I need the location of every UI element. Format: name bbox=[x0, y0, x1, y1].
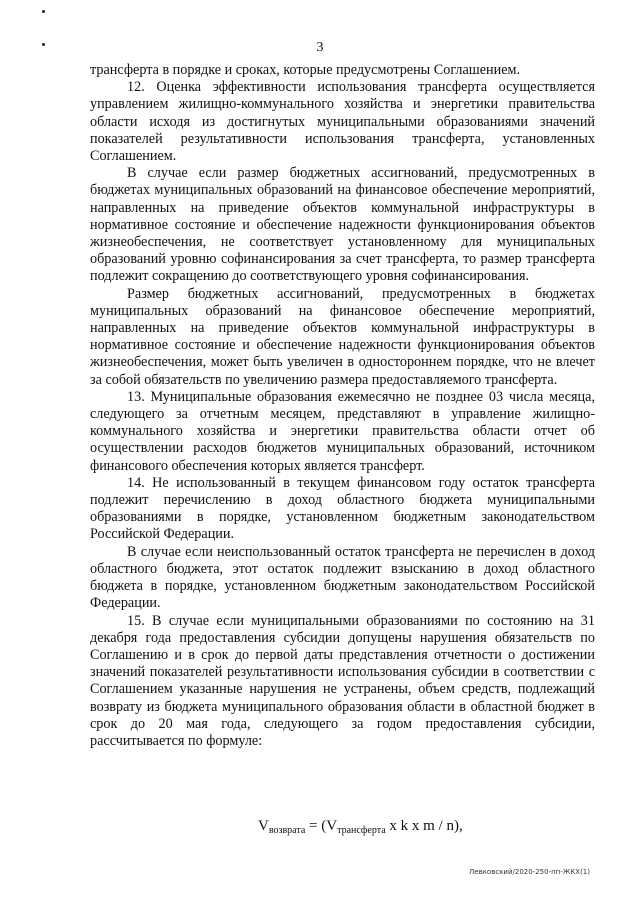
paragraph-12: 12. Оценка эффективности использования трансферта осуществляется управлением жилищно-коммунального хозяйства и энергетики правительства области исходя из достигнутых муниципальными образованиями значений показателей результативности использования трансферта, установленных Соглашением. bbox=[90, 79, 595, 165]
paragraph-continuation: трансферта в порядке и сроках, которые предусмотрены Соглашением. bbox=[90, 62, 521, 78]
formula-v-subscript: возврата bbox=[268, 825, 306, 836]
paragraph-14: 14. Не использованный в текущем финансовом году остаток трансферта подлежит перечислению в доход областного бюджета муниципальными образованиями в порядке, установленном бюджетным законодательством Российской Федерации. bbox=[90, 474, 595, 543]
document-body bbox=[90, 62, 595, 750]
formula-v: V bbox=[258, 818, 269, 834]
document-footer-code: Левковский/2020-250-пп-ЖКХ(1) bbox=[469, 868, 590, 876]
paragraph-12-case: В случае если размер бюджетных ассигнований, предусмотренных в бюджетах муниципальных образований на финансовое обеспечение мероприятий, направленных на приведение объектов коммунальной инфраструктуры в нормативное состояние и обеспечение надежности функционирования объектов жизнеобеспечения, не соответствует установленному для муниципальных образований уровню софинансирования за счет трансферта, то размер трансферта подлежит сокращению до соответствующего уровня софинансирования. bbox=[90, 165, 595, 285]
paragraph-14-case: В случае если неиспользованный остаток трансферта не перечислен в доход областного бюджета, этот остаток подлежит взысканию в доход областного бюджета в порядке, установленном бюджетным законодательством Российской Федерации. bbox=[90, 543, 595, 612]
page-number: 3 bbox=[316, 40, 324, 55]
formula-rest: x k x m / n), bbox=[385, 818, 463, 834]
paragraph-13: 13. Муниципальные образования ежемесячно не позднее 03 числа месяца, следующего за отчетным месяцем, представляют в управление жилищно-коммунального хозяйства и энергетики правительства области отчет об осуществлении расходов бюджетов муниципальных образований, источником финансового обеспечения которых является трансферт. bbox=[90, 388, 595, 474]
formula-equals: = (V bbox=[305, 818, 338, 834]
refund-formula bbox=[258, 818, 463, 836]
scan-dot-top bbox=[42, 10, 45, 13]
paragraph-12-size: Размер бюджетных ассигнований, предусмотренных в бюджетах муниципальных образований на финансовое обеспечение мероприятий, направленных на приведение объектов коммунальной инфраструктуры в нормативное состояние и обеспечение надежности функционирования объектов жизнеобеспечения, может быть увеличен в одностороннем порядке, что не влечет за собой обязательств по увеличению размера предоставляемого трансферта. bbox=[90, 285, 595, 388]
formula-transfer-subscript: трансферта bbox=[337, 825, 386, 836]
paragraph-15: 15. В случае если муниципальными образованиями по состоянию на 31 декабря года предоставления субсидии допущены нарушения обязательств по Соглашению и в срок до первой даты представления отчетности о достижении значений показателей результативности использования субсидии в соответствии с Соглашением указанные нарушения не устранены, объем средств, подлежащий возврату из бюджета муниципального образования области в областной бюджет в срок до 20 мая года, следующего за годом предоставления субсидии, рассчитывается по формуле: bbox=[90, 612, 595, 749]
